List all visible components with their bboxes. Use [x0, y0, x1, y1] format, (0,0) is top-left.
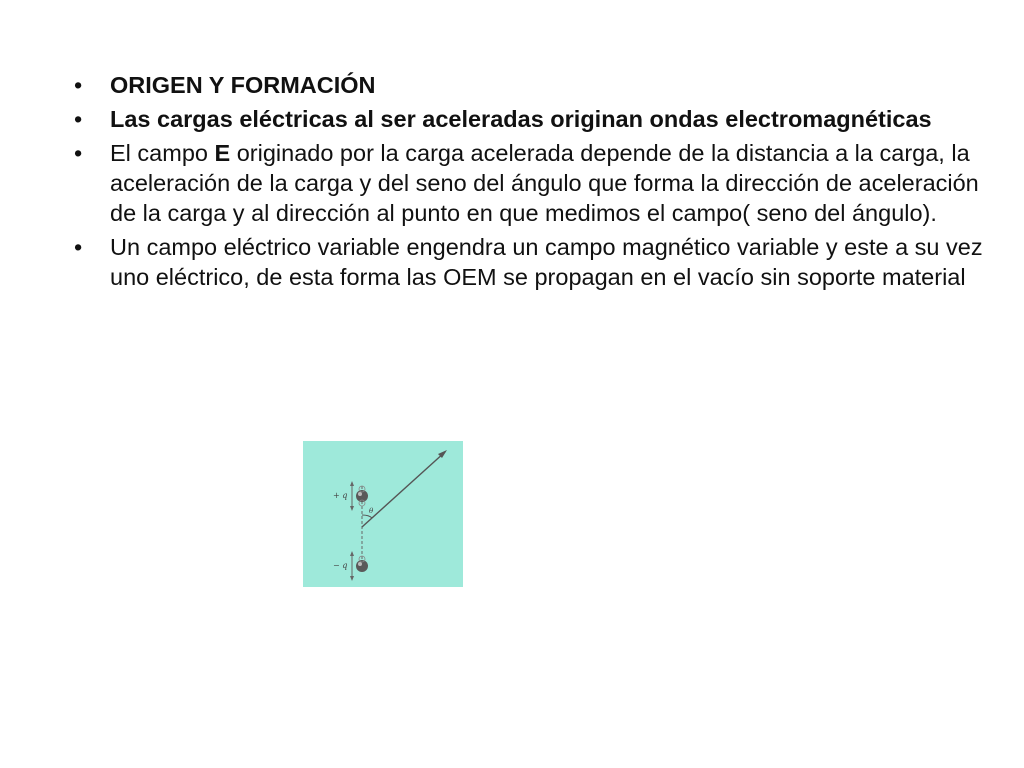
bullet-text-origen: ORIGEN Y FORMACIÓN	[110, 72, 376, 98]
positive-charge-label: + q	[333, 491, 348, 500]
angle-label: θ	[369, 507, 374, 515]
bullet-text-campo-bold: E	[214, 140, 231, 166]
bullet-item-campo-e	[74, 138, 984, 228]
dipole-radiation-figure	[303, 441, 463, 587]
bullet-text-campo-before: El campo	[110, 140, 215, 166]
charge-highlight	[358, 562, 362, 566]
bullet-item-campo-variable	[74, 232, 984, 292]
bullet-marker: •	[74, 72, 83, 98]
bullet-marker: •	[74, 234, 83, 260]
bullet-text-campo-after: originado por la carga acelerada depende de la distancia a la carga, la aceleración de la carga y del seno del ángulo que forma la dirección de aceleración de la carga y al dirección al punto en que medimos el campo( seno del ángulo).	[110, 140, 979, 226]
negative-charge-label: − q	[333, 561, 348, 570]
bullet-marker: •	[74, 106, 83, 132]
bullet-item-cargas	[74, 104, 984, 134]
bullet-text-cargas: Las cargas eléctricas al ser aceleradas originan ondas electromagnéticas	[110, 106, 932, 132]
figure-background	[303, 441, 463, 587]
charge-highlight	[358, 492, 362, 496]
dipole-diagram	[303, 441, 463, 587]
bullet-list	[74, 70, 984, 296]
bullet-item-title	[74, 70, 984, 100]
bullet-text-campo-variable: Un campo eléctrico variable engendra un campo magnético variable y este a su vez uno eléctrico, de esta forma las OEM se propagan en el vacío sin soporte material	[110, 234, 983, 290]
bullet-marker: •	[74, 140, 83, 166]
